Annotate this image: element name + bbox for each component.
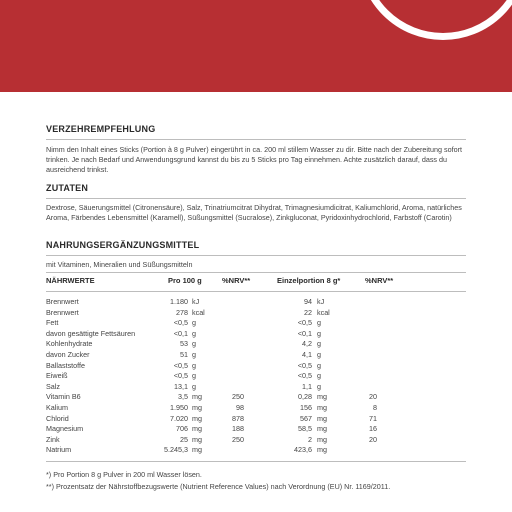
nutrient-name: Brennwert bbox=[46, 307, 79, 317]
header-nrv-100g: %NRV** bbox=[222, 276, 251, 285]
ingredients-text: Dextrose, Säuerungsmittel (Citronensäure), Salz, Trinatriumcitrat Dihydrat, Trimagnesiumdicitrat, Kaliumchlorid, Aroma, natürliches Aroma, Färbendes Lebensmittel (Karamell), Süßungsmittel (Sucralose), Zinkgluconat, Pyridoxinhydrochlorid, Farbstoff (Carotin) bbox=[46, 203, 462, 222]
nrv-per-portion: 16 bbox=[369, 424, 377, 434]
nutrient-name: Ballaststoffe bbox=[46, 360, 86, 370]
header-nrv-portion: %NRV** bbox=[365, 276, 394, 285]
unit-per-100g: mg bbox=[192, 403, 202, 412]
footnote-nrv: **) Prozentsatz der Nährstoffbezugswerte (Nutrient Reference Values) nach Verordnung (EU) Nr. 1169/2011. bbox=[46, 482, 391, 491]
value-per-100g: 278 bbox=[176, 307, 188, 317]
unit-per-100g: g bbox=[192, 328, 196, 338]
nrv-per-100g: 250 bbox=[232, 434, 244, 444]
unit-per-portion: kcal bbox=[317, 307, 330, 317]
unit-per-100g: g bbox=[192, 381, 196, 391]
value-per-portion: 4,1 bbox=[302, 350, 312, 359]
value-per-100g: <0,1 bbox=[173, 328, 188, 338]
unit-per-portion: mg bbox=[317, 434, 327, 444]
value-per-portion: 423,6 bbox=[294, 445, 312, 455]
nutrient-name: Chlorid bbox=[46, 413, 69, 423]
nrv-per-100g: 878 bbox=[232, 413, 244, 423]
unit-per-100g: g bbox=[192, 339, 196, 349]
nrv-per-portion: 20 bbox=[369, 434, 377, 444]
header-naehrwerte: NÄHRWERTE bbox=[46, 276, 95, 285]
unit-per-portion: g bbox=[317, 350, 321, 359]
value-per-portion: 156 bbox=[300, 403, 312, 412]
brand-circle-graphic bbox=[358, 0, 512, 40]
value-per-portion: 567 bbox=[300, 413, 312, 423]
value-per-portion: 2 bbox=[308, 434, 312, 444]
footnote-serving: *) Pro Portion 8 g Pulver in 200 ml Wasser lösen. bbox=[46, 470, 202, 479]
value-per-100g: <0,5 bbox=[173, 360, 188, 370]
nrv-per-100g: 188 bbox=[232, 424, 244, 434]
nutrient-name: Brennwert bbox=[46, 297, 79, 306]
unit-per-portion: g bbox=[317, 328, 321, 338]
divider bbox=[46, 139, 466, 140]
value-per-100g: 1.950 bbox=[170, 403, 188, 412]
value-per-portion: 4,2 bbox=[302, 339, 312, 349]
nrv-per-100g: 98 bbox=[236, 403, 244, 412]
unit-per-portion: mg bbox=[317, 392, 327, 402]
nrv-per-portion: 8 bbox=[373, 403, 377, 412]
unit-per-portion: mg bbox=[317, 413, 327, 423]
nutrient-name: Kalium bbox=[46, 403, 68, 412]
unit-per-100g: kJ bbox=[192, 297, 200, 306]
nutrient-name: Magnesium bbox=[46, 424, 84, 434]
dosage-text: Nimm den Inhalt eines Sticks (Portion à 8 g Pulver) eingerührt in ca. 200 ml stillem Wasser zu dir. Bitte nach der Zubereitung sofort trinken. Je nach Bedarf und Anwendungsgrund kannst du bis zu 5 Sticks pro Tag einnehmen. Achte zusätzlich darauf, dass du ausreichend trinkst. bbox=[46, 145, 462, 174]
nrv-per-portion: 71 bbox=[369, 413, 377, 423]
unit-per-portion: g bbox=[317, 371, 321, 381]
value-per-100g: <0,5 bbox=[173, 318, 188, 328]
value-per-100g: 706 bbox=[176, 424, 188, 434]
brand-banner bbox=[0, 0, 512, 92]
unit-per-100g: mg bbox=[192, 392, 202, 402]
unit-per-portion: mg bbox=[317, 403, 327, 412]
value-per-100g: 3,5 bbox=[178, 392, 188, 402]
ingredients-heading: ZUTATEN bbox=[46, 183, 89, 193]
nutrient-name: Zink bbox=[46, 434, 60, 444]
value-per-portion: 0,28 bbox=[298, 392, 312, 402]
value-per-portion: 58,5 bbox=[298, 424, 312, 434]
value-per-100g: 13,1 bbox=[174, 381, 188, 391]
header-portion: Einzelportion 8 g* bbox=[277, 276, 341, 285]
header-pro-100g: Pro 100 g bbox=[168, 276, 202, 285]
dosage-heading: VERZEHREMPFEHLUNG bbox=[46, 124, 156, 134]
divider bbox=[46, 272, 466, 273]
unit-per-100g: mg bbox=[192, 424, 202, 434]
value-per-100g: 5.245,3 bbox=[164, 445, 188, 455]
unit-per-portion: g bbox=[317, 381, 321, 391]
nutrient-name: Kohlenhydrate bbox=[46, 339, 93, 349]
value-per-portion: 1,1 bbox=[302, 381, 312, 391]
nrv-per-portion: 20 bbox=[369, 392, 377, 402]
unit-per-portion: g bbox=[317, 318, 321, 328]
unit-per-100g: kcal bbox=[192, 307, 205, 317]
value-per-100g: <0,5 bbox=[173, 371, 188, 381]
nutrient-name: Fett bbox=[46, 318, 59, 328]
value-per-portion: 94 bbox=[304, 297, 312, 306]
value-per-100g: 51 bbox=[180, 350, 188, 359]
unit-per-100g: mg bbox=[192, 413, 202, 423]
unit-per-100g: mg bbox=[192, 434, 202, 444]
value-per-100g: 1.180 bbox=[170, 297, 188, 306]
unit-per-portion: g bbox=[317, 360, 321, 370]
divider bbox=[46, 461, 466, 462]
value-per-portion: <0,5 bbox=[297, 371, 312, 381]
value-per-100g: 53 bbox=[180, 339, 188, 349]
unit-per-portion: mg bbox=[317, 424, 327, 434]
value-per-portion: <0,5 bbox=[297, 360, 312, 370]
value-per-100g: 7.020 bbox=[170, 413, 188, 423]
nutrient-name: davon gesättigte Fettsäuren bbox=[46, 328, 136, 338]
nutrient-name: Natrium bbox=[46, 445, 72, 455]
nutrient-name: Vitamin B6 bbox=[46, 392, 81, 402]
unit-per-portion: g bbox=[317, 339, 321, 349]
nutrient-name: davon Zucker bbox=[46, 350, 90, 359]
value-per-portion: 22 bbox=[304, 307, 312, 317]
unit-per-100g: g bbox=[192, 360, 196, 370]
nrv-per-100g: 250 bbox=[232, 392, 244, 402]
value-per-portion: <0,1 bbox=[297, 328, 312, 338]
supplement-text: mit Vitaminen, Mineralien und Süßungsmitteln bbox=[46, 260, 193, 269]
nutrient-name: Eiweiß bbox=[46, 371, 68, 381]
unit-per-100g: mg bbox=[192, 445, 202, 455]
nutrient-name: Salz bbox=[46, 381, 60, 391]
value-per-portion: <0,5 bbox=[297, 318, 312, 328]
divider bbox=[46, 255, 466, 256]
value-per-100g: 25 bbox=[180, 434, 188, 444]
unit-per-portion: mg bbox=[317, 445, 327, 455]
divider bbox=[46, 291, 466, 292]
unit-per-100g: g bbox=[192, 350, 196, 359]
unit-per-portion: kJ bbox=[317, 297, 325, 306]
unit-per-100g: g bbox=[192, 371, 196, 381]
supplement-heading: NAHRUNGSERGÄNZUNGSMITTEL bbox=[46, 240, 200, 250]
divider bbox=[46, 198, 466, 199]
unit-per-100g: g bbox=[192, 318, 196, 328]
